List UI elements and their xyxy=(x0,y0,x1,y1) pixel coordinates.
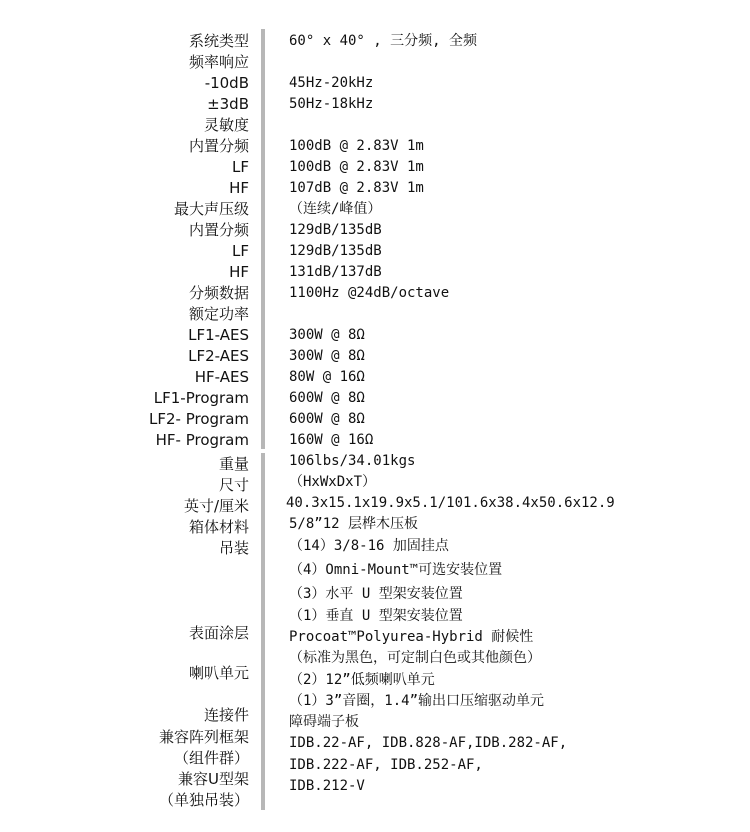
spec-label: 系统类型 xyxy=(188,32,249,50)
spec-label: 连接件 xyxy=(203,706,249,724)
spec-value: 100dB @ 2.83V 1m xyxy=(289,138,424,154)
spec-label: 吊装 xyxy=(218,539,249,557)
spec-label: LF2- Program xyxy=(149,410,249,428)
spec-label: LF2-AES xyxy=(188,347,249,365)
spec-value: 80W @ 16Ω xyxy=(289,369,365,385)
spec-label: 尺寸 xyxy=(218,476,249,494)
spec-value: 129dB/135dB xyxy=(289,222,382,238)
spec-label: -10dB xyxy=(204,74,249,92)
spec-value: 300W @ 8Ω xyxy=(289,348,365,364)
spec-label: 内置分频 xyxy=(188,221,249,239)
spec-label: ±3dB xyxy=(207,95,249,113)
spec-label: 内置分频 xyxy=(188,137,249,155)
spec-label: 最大声压级 xyxy=(173,200,249,218)
spec-value: 60° x 40° , 三分频, 全频 xyxy=(289,33,478,49)
spec-value: Procoat™Polyurea-Hybrid 耐候性 xyxy=(289,629,534,645)
spec-label: LF1-AES xyxy=(188,326,249,344)
spec-value: （1）3”音圈，1.4”输出口压缩驱动单元 xyxy=(289,693,545,709)
spec-label: 分频数据 xyxy=(188,284,249,302)
spec-label: LF1-Program xyxy=(153,389,249,407)
spec-label: HF xyxy=(229,263,249,281)
spec-value: 300W @ 8Ω xyxy=(289,327,365,343)
spec-value: IDB.212-V xyxy=(289,778,365,794)
spec-label: HF- Program xyxy=(155,431,249,449)
spec-label: 英寸/厘米 xyxy=(183,497,249,515)
spec-label: 频率响应 xyxy=(188,53,249,71)
spec-value: 1100Hz @24dB/octave xyxy=(289,285,450,301)
column-divider-bottom xyxy=(261,453,265,810)
spec-value: 131dB/137dB xyxy=(289,264,382,280)
spec-value: （标准为黑色，可定制白色或其他颜色） xyxy=(289,650,541,666)
spec-value: 40.3x15.1x19.9x5.1/101.6x38.4x50.6x12.9 xyxy=(286,495,615,511)
spec-value: （14）3/8-16 加固挂点 xyxy=(289,538,449,554)
spec-label: 兼容U型架 xyxy=(178,770,249,788)
spec-label: LF xyxy=(232,242,249,260)
spec-label: （组件群） xyxy=(173,749,249,767)
spec-value: （2）12”低频喇叭单元 xyxy=(289,672,435,688)
spec-label: 箱体材料 xyxy=(188,518,249,536)
spec-label: 额定功率 xyxy=(188,305,249,323)
spec-value: 45Hz-20kHz xyxy=(289,75,374,91)
spec-value: （4）Omni-Mount™可选安装位置 xyxy=(289,562,503,578)
spec-value: 600W @ 8Ω xyxy=(289,411,365,427)
spec-value: 100dB @ 2.83V 1m xyxy=(289,159,424,175)
spec-value: （连续/峰值） xyxy=(289,201,382,217)
spec-value: 5/8”12 层桦木压板 xyxy=(289,516,419,532)
spec-value: 障碍端子板 xyxy=(289,714,359,730)
spec-value: 160W @ 16Ω xyxy=(289,432,374,448)
spec-label: HF-AES xyxy=(194,368,249,386)
spec-value: 106lbs/34.01kgs xyxy=(289,453,416,469)
spec-value: 107dB @ 2.83V 1m xyxy=(289,180,424,196)
spec-value: 129dB/135dB xyxy=(289,243,382,259)
spec-label: 兼容阵列框架 xyxy=(158,728,249,746)
spec-label: （单独吊装） xyxy=(158,791,249,809)
spec-value: （1）垂直 U 型架安装位置 xyxy=(289,608,463,624)
column-divider-top xyxy=(261,29,265,449)
spec-label: 喇叭单元 xyxy=(188,664,249,682)
spec-value: 50Hz-18kHz xyxy=(289,96,374,112)
spec-value: IDB.222-AF, IDB.252-AF, xyxy=(289,757,483,773)
spec-label: LF xyxy=(232,158,249,176)
spec-label: 灵敏度 xyxy=(203,116,249,134)
spec-value: IDB.22-AF, IDB.828-AF,IDB.282-AF, xyxy=(289,735,568,751)
spec-value: （3）水平 U 型架安装位置 xyxy=(289,586,463,602)
spec-value: 600W @ 8Ω xyxy=(289,390,365,406)
spec-value: （HxWxDxT） xyxy=(289,474,377,490)
spec-label: 重量 xyxy=(218,455,249,473)
spec-label: 表面涂层 xyxy=(188,624,249,642)
spec-label: HF xyxy=(229,179,249,197)
